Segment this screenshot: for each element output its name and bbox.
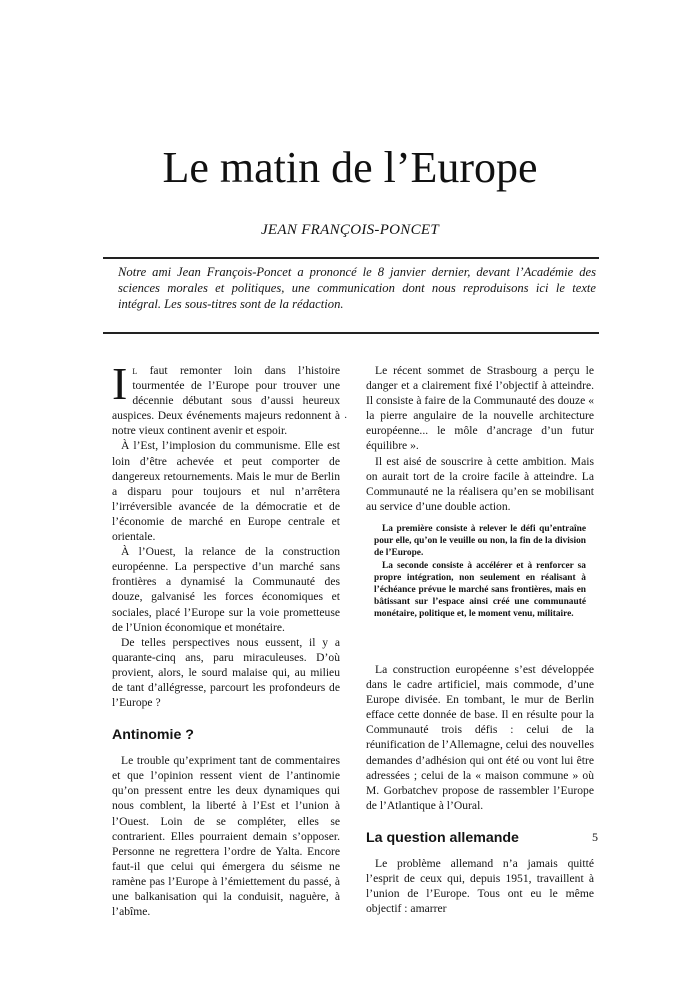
section-heading: Antinomie ? (112, 727, 194, 744)
paragraph: La construction européenne s’est développée dans le cadre artificiel, mais commode, d’une Europe divisée. En tombant, le mur de Berlin efface cette donnée de base. Il en résulte pour la Communauté trois défis : celui de la réunification de l’Allemagne, celui des nouvelles demandes d’adhésion qui ont été ou vont lui être adressées ; celui de la « maison commune » où M. Gorbatchev propose de rassembler l’Europe de l’Atlantique à l’Oural. (366, 662, 594, 812)
section-heading: La question allemande (366, 829, 519, 846)
spacer (366, 632, 594, 662)
bold-quote (374, 523, 586, 620)
paragraph: À l’Ouest, la relance de la construction européenne. La perspective d’un marché sans frontières a dynamisé la Communauté des douze, galvanisé les forces économiques et sociales, placé l’Europe sur la voie prometteuse de l’Union économique et monétaire. (112, 545, 340, 634)
paragraph (112, 358, 340, 438)
paragraph: Le trouble qu’expriment tant de commentaires et que l’opinion ressent vient de l’antinomie qu’on pressent entre les deux dynamiques qui nous comblent, la liberté à l’Est et l’union à l’Ouest. Loin de se compléter, elles se contrarient. Elles pourraient demain s’opposer. Personne ne regrettera l’ordre de Yalta. Encore faut-il que celui qui émergera du séisme ne ramène pas l’Europe à l’émiettement du passé, à une balkanisation qui la conduisit, naguère, à l’abîme. (112, 754, 340, 919)
article-author: JEAN FRANÇOIS-PONCET (260, 222, 440, 238)
lead-caps: l (132, 364, 138, 377)
paragraph: Le problème allemand n’a jamais quitté l’esprit de ceux qui, depuis 1951, travaillent à l’union de l’Europe. Tous ont eu le même objectif : amarrer (366, 856, 594, 916)
paragraph: Le récent sommet de Strasbourg a perçu le danger et a clairement fixé l’objectif à atteindre. Il consiste à faire de la Communauté des douze « la pierre angulaire de la nouvelle architecture européenne... le môle d’ancrage d’un futur équilibre ». (366, 364, 594, 453)
margin-dot: · (344, 413, 348, 424)
paragraph: De telles perspectives nous eussent, il y a quarante-cinq ans, paru miraculeuses. D’où provient, alors, le sourd malaise qui, au milieu de tant d’allégresse, parcourt les profondeurs de l’Europe ? (112, 635, 340, 710)
paragraph: À l’Est, l’implosion du communisme. Elle est loin d’être achevée et peut comporter de dangereux retournements. Mais le mur de Berlin a disparu pour toujours et nul n’arrêtera l’irréversible avancée de la démocratie et de l’économie de marché en Europe centrale et orientale. (112, 439, 340, 544)
left-column (112, 358, 340, 919)
intro-text: Notre ami Jean François-Poncet a prononcé le 8 janvier dernier, devant l’Académie des sciences morales et politiques, une communication dont nous reproduisons ici le texte intégral. Les sous-titres sont de la rédaction. (118, 265, 596, 311)
bottom-rule (103, 332, 599, 334)
page-number: 5 (592, 830, 598, 844)
right-column (366, 363, 594, 916)
quote-paragraph: La seconde consiste à accélérer et à renforcer sa propre intégration, non seulement en réalisant à l’échéance prévue le marché sans frontières, mais en bâtissant sur l’espace ainsi créé une communauté monétaire, politique et, le moment venu, militaire. (374, 560, 586, 619)
drop-cap: I (112, 358, 128, 409)
top-rule (103, 257, 599, 259)
article-title: Le matin de l’Europe (162, 143, 538, 192)
paragraph-text: faut remonter loin dans l’histoire tourmentée de l’Europe pour trouver une décennie débutant sous d’aussi heureux auspices. Deux événements majeurs redonnent à notre vieux continent avenir et espoir. (112, 364, 340, 438)
quote-paragraph: La première consiste à relever le défi qu’entraîne pour elle, qu’on le veuille ou non, la fin de la division de l’Europe. (374, 523, 586, 558)
paragraph: Il est aisé de souscrire à cette ambition. Mais on aurait tort de la croire facile à atteindre. La Communauté ne la réalisera qu’en se mobilisant au service d’une double action. (366, 454, 594, 513)
